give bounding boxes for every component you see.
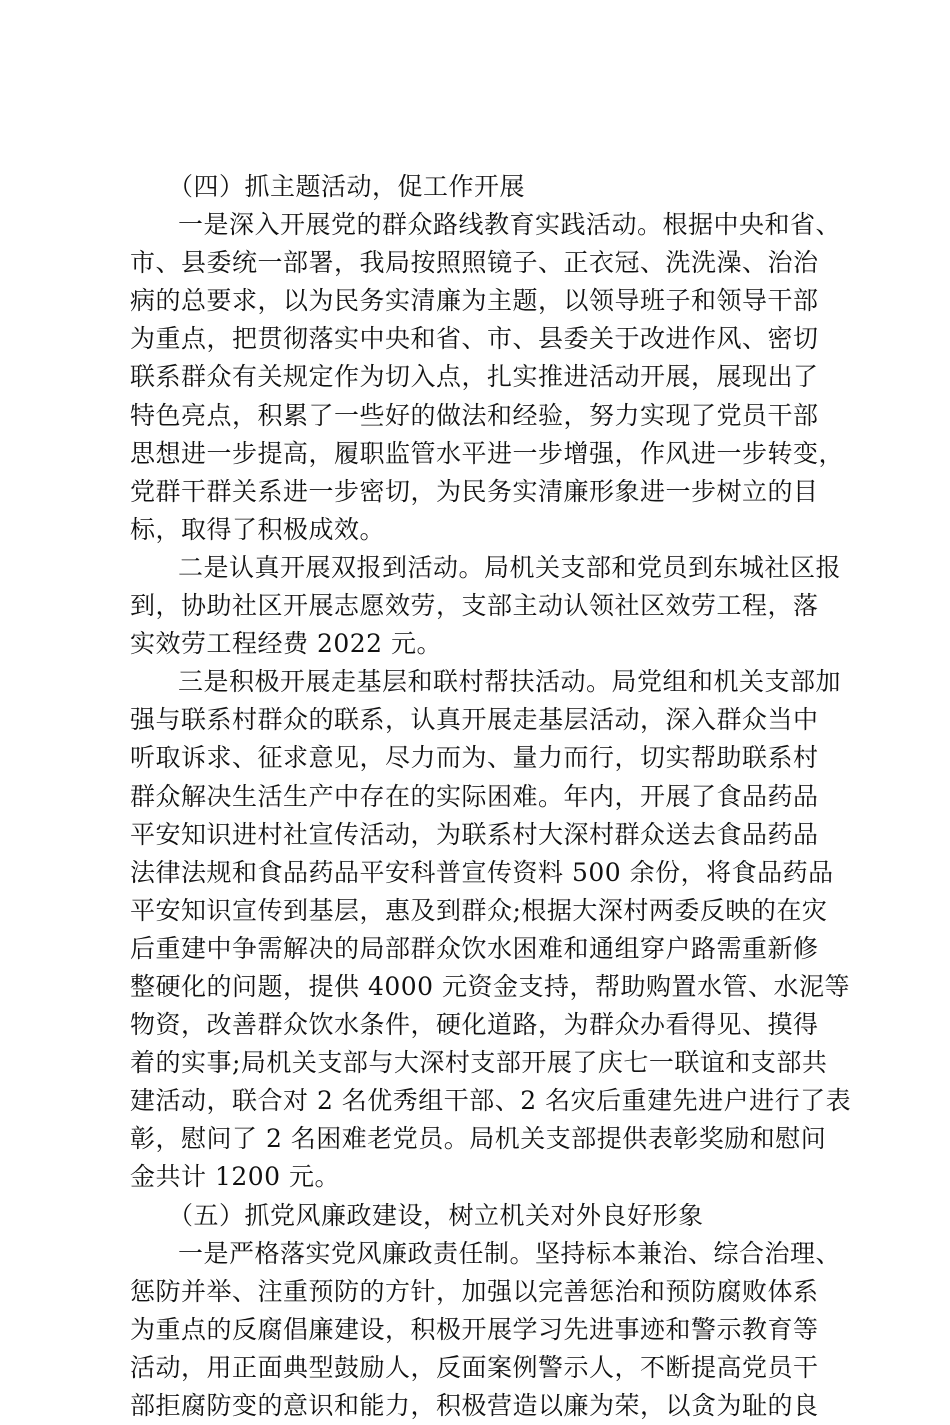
paragraph-line: 彰，慰问了 2 名困难老党员。局机关支部提供表彰奖励和慰问: [130, 1124, 827, 1154]
paragraph-line: 二是认真开展双报到活动。局机关支部和党员到东城社区报: [178, 552, 842, 582]
paragraph-line: 思想进一步提高，履职监管水平进一步增强，作风进一步转变，: [130, 438, 845, 468]
paragraph-line: 物资，改善群众饮水条件，硬化道路，为群众办看得见、摸得: [130, 1010, 819, 1040]
paragraph-line: 整硬化的问题，提供 4000 元资金支持，帮助购置水管、水泥等: [130, 971, 851, 1001]
paragraph-line: 为重点，把贯彻落实中央和省、市、县委关于改进作风、密切: [130, 324, 819, 354]
paragraph-line: 特色亮点，积累了一些好的做法和经验，努力实现了党员干部: [130, 400, 819, 430]
paragraph-line: 标，取得了积极成效。: [130, 514, 386, 544]
section-heading-5: （五）抓党风廉政建设，树立机关对外良好形象: [168, 1200, 704, 1230]
paragraph-line: 市、县委统一部署，我局按照照镜子、正衣冠、洗洗澡、治治: [130, 248, 819, 278]
document-body: [130, 168, 852, 1425]
paragraph-line: 群众解决生活生产中存在的实际困难。年内，开展了食品药品: [130, 781, 819, 811]
paragraph-line: 金共计 1200 元。: [130, 1162, 341, 1192]
paragraph-line: 实效劳工程经费 2022 元。: [130, 629, 443, 659]
paragraph-line: 一是严格落实党风廉政责任制。坚持标本兼治、综合治理、: [178, 1238, 842, 1268]
paragraph-line: 听取诉求、征求意见，尽力而为、量力而行，切实帮助联系村: [130, 743, 819, 773]
paragraph-line: 平安知识进村社宣传活动，为联系村大深村群众送去食品药品: [130, 819, 819, 849]
paragraph-line: 部拒腐防变的意识和能力，积极营造以廉为荣，以贪为耻的良: [130, 1391, 819, 1420]
paragraph-line: 三是积极开展走基层和联村帮扶活动。局党组和机关支部加: [178, 667, 842, 697]
paragraph-line: 惩防并举、注重预防的方针，加强以完善惩治和预防腐败体系: [130, 1276, 819, 1306]
paragraph-line: 法律法规和食品药品平安科普宣传资料 500 余份，将食品药品: [130, 857, 834, 887]
paragraph-line: 党群干群关系进一步密切，为民务实清廉形象进一步树立的目: [130, 476, 819, 506]
paragraph-line: 病的总要求，以为民务实清廉为主题，以领导班子和领导干部: [130, 286, 819, 316]
paragraph-line: 到，协助社区开展志愿效劳，支部主动认领社区效劳工程，落: [130, 591, 819, 621]
paragraph-line: 联系群众有关规定作为切入点，扎实推进活动开展，展现出了: [130, 362, 819, 392]
paragraph-line: 活动，用正面典型鼓励人，反面案例警示人，不断提高党员干: [130, 1352, 819, 1382]
paragraph-line: 一是深入开展党的群众路线教育实践活动。根据中央和省、: [178, 210, 842, 240]
paragraph-line: 后重建中争需解决的局部群众饮水困难和通组穿户路需重新修: [130, 933, 819, 963]
paragraph-line: 平安知识宣传到基层，惠及到群众;根据大深村两委反映的在灾: [130, 895, 828, 925]
paragraph-line: 着的实事;局机关支部与大深村支部开展了庆七一联谊和支部共: [130, 1048, 828, 1078]
paragraph-line: 强与联系村群众的联系，认真开展走基层活动，深入群众当中: [130, 705, 819, 735]
paragraph-line: 建活动，联合对 2 名优秀组干部、2 名灾后重建先进户进行了表: [130, 1086, 852, 1116]
section-heading-4: （四）抓主题活动，促工作开展: [168, 172, 526, 201]
paragraph-line: 为重点的反腐倡廉建设，积极开展学习先进事迹和警示教育等: [130, 1314, 819, 1344]
